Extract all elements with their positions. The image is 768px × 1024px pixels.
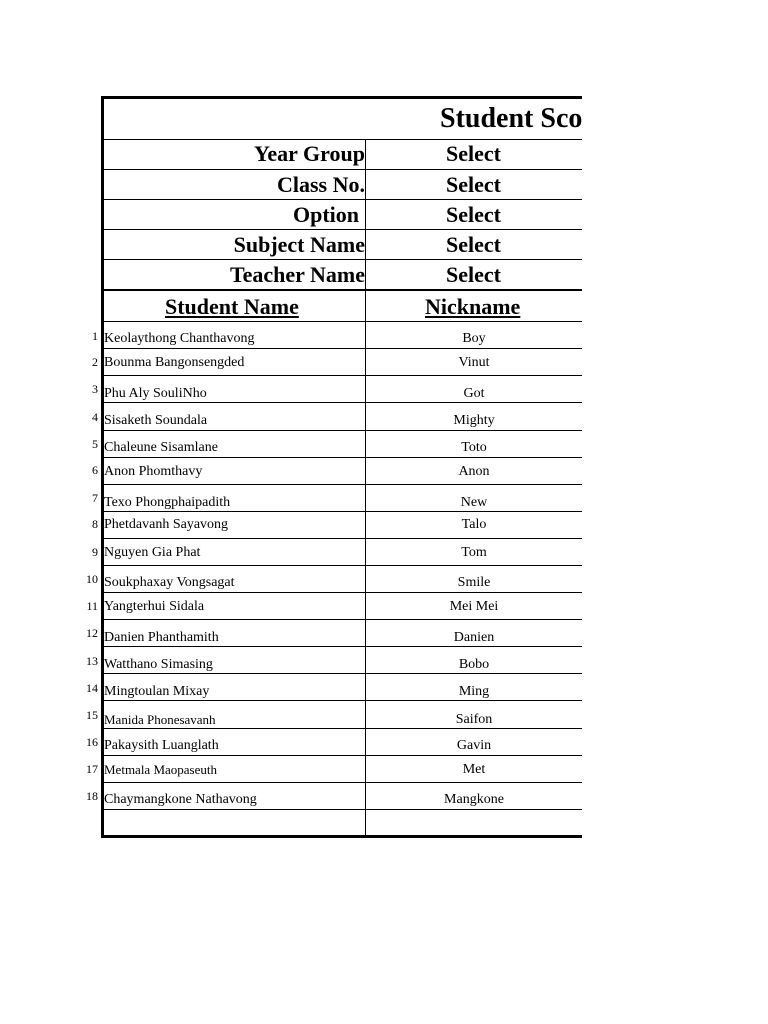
year-group-label: Year Group bbox=[253, 141, 365, 166]
option-select[interactable]: Select bbox=[446, 202, 501, 227]
row-divider bbox=[104, 484, 582, 485]
student-name-cell[interactable]: Phu Aly SouliNho bbox=[104, 386, 207, 401]
column-divider bbox=[365, 139, 366, 836]
student-name-cell[interactable]: Nguyen Gia Phat bbox=[104, 545, 201, 560]
nickname-cell[interactable]: Mighty bbox=[453, 413, 495, 428]
row-number: 2 bbox=[92, 355, 98, 369]
teacher-name-select[interactable]: Select bbox=[446, 262, 501, 287]
row-number: 4 bbox=[92, 410, 98, 424]
class-no-select[interactable]: Select bbox=[446, 172, 501, 197]
nickname-cell[interactable]: New bbox=[460, 495, 488, 510]
student-name-cell[interactable]: Mingtoulan Mixay bbox=[104, 684, 210, 699]
row-number: 17 bbox=[86, 762, 98, 776]
subject-name-select[interactable]: Select bbox=[446, 232, 501, 257]
student-name-cell[interactable]: Texo Phongphaipadith bbox=[104, 495, 231, 510]
row-number: 8 bbox=[92, 517, 98, 531]
row-number: 15 bbox=[86, 708, 98, 722]
nickname-cell[interactable]: Mei Mei bbox=[449, 599, 499, 614]
nickname-cell[interactable]: Talo bbox=[461, 517, 487, 532]
nickname-cell[interactable]: Anon bbox=[458, 464, 490, 479]
row-divider bbox=[104, 782, 582, 783]
student-name-cell[interactable]: Watthano Simasing bbox=[104, 657, 213, 672]
student-name-cell[interactable]: Bounma Bangonsengded bbox=[104, 355, 245, 370]
nickname-cell[interactable]: Vinut bbox=[458, 355, 490, 370]
student-name-cell[interactable]: Soukphaxay Vongsagat bbox=[104, 575, 235, 590]
nickname-cell[interactable]: Boy bbox=[462, 331, 486, 346]
nickname-cell[interactable]: Tom bbox=[461, 545, 487, 560]
row-number: 11 bbox=[86, 599, 98, 613]
nickname-header: Nickname bbox=[425, 294, 521, 319]
student-name-cell[interactable]: Yangterhui Sidala bbox=[104, 599, 205, 614]
row-divider bbox=[104, 565, 582, 566]
nickname-cell[interactable]: Mangkone bbox=[444, 792, 504, 807]
row-number: 6 bbox=[92, 463, 98, 477]
row-number: 7 bbox=[92, 491, 98, 505]
student-name-cell[interactable]: Danien Phanthamith bbox=[104, 630, 219, 645]
row-number: 5 bbox=[92, 437, 98, 451]
empty-cell[interactable] bbox=[366, 810, 582, 835]
empty-cell[interactable] bbox=[104, 810, 365, 835]
student-name-cell[interactable]: Sisaketh Soundala bbox=[104, 413, 208, 428]
student-name-cell[interactable]: Metmala Maopaseuth bbox=[104, 762, 217, 777]
sheet-title: Student Sco bbox=[440, 103, 583, 134]
subject-name-label: Subject Name bbox=[233, 232, 365, 257]
row-divider bbox=[104, 457, 582, 458]
row-number: 12 bbox=[86, 626, 98, 640]
row-divider bbox=[104, 538, 582, 539]
row-divider bbox=[104, 375, 582, 376]
row-divider bbox=[104, 619, 582, 620]
viewport-edge bbox=[582, 0, 768, 1024]
row-number: 14 bbox=[86, 681, 98, 695]
row-number: 18 bbox=[86, 789, 98, 803]
nickname-cell[interactable]: Smile bbox=[457, 575, 491, 590]
row-number: 13 bbox=[86, 654, 98, 668]
year-group-select[interactable]: Select bbox=[446, 141, 501, 166]
row-number: 10 bbox=[86, 572, 98, 586]
nickname-cell[interactable]: Gavin bbox=[456, 738, 492, 753]
nickname-cell[interactable]: Saifon bbox=[455, 712, 493, 727]
row-divider bbox=[104, 755, 582, 756]
row-number: 1 bbox=[92, 329, 98, 343]
nickname-cell[interactable]: Toto bbox=[461, 440, 487, 455]
nickname-cell[interactable]: Got bbox=[463, 386, 485, 401]
teacher-name-label: Teacher Name bbox=[229, 262, 365, 287]
row-number: 16 bbox=[86, 735, 98, 749]
row-divider bbox=[104, 430, 582, 431]
class-no-label: Class No. bbox=[276, 172, 365, 197]
student-name-cell[interactable]: Chaymangkone Nathavong bbox=[104, 792, 257, 807]
nickname-cell[interactable]: Danien bbox=[453, 630, 495, 645]
row-number: 9 bbox=[92, 545, 98, 559]
student-name-cell[interactable]: Manida Phonesavanh bbox=[104, 712, 216, 727]
student-name-cell[interactable]: Chaleune Sisamlane bbox=[104, 440, 218, 455]
student-name-cell[interactable]: Keolaythong Chanthavong bbox=[104, 331, 255, 346]
student-name-header: Student Name bbox=[165, 294, 299, 319]
student-name-cell[interactable]: Anon Phomthavy bbox=[104, 464, 203, 479]
student-name-cell[interactable]: Phetdavanh Sayavong bbox=[104, 517, 229, 532]
row-divider bbox=[104, 592, 582, 593]
student-name-cell[interactable]: Pakaysith Luanglath bbox=[104, 738, 219, 753]
option-label: Option bbox=[292, 202, 359, 227]
nickname-cell[interactable]: Met bbox=[462, 762, 486, 777]
nickname-cell[interactable]: Bobo bbox=[458, 657, 490, 672]
row-divider bbox=[104, 348, 582, 349]
nickname-cell[interactable]: Ming bbox=[458, 684, 490, 699]
row-number: 3 bbox=[92, 382, 98, 396]
